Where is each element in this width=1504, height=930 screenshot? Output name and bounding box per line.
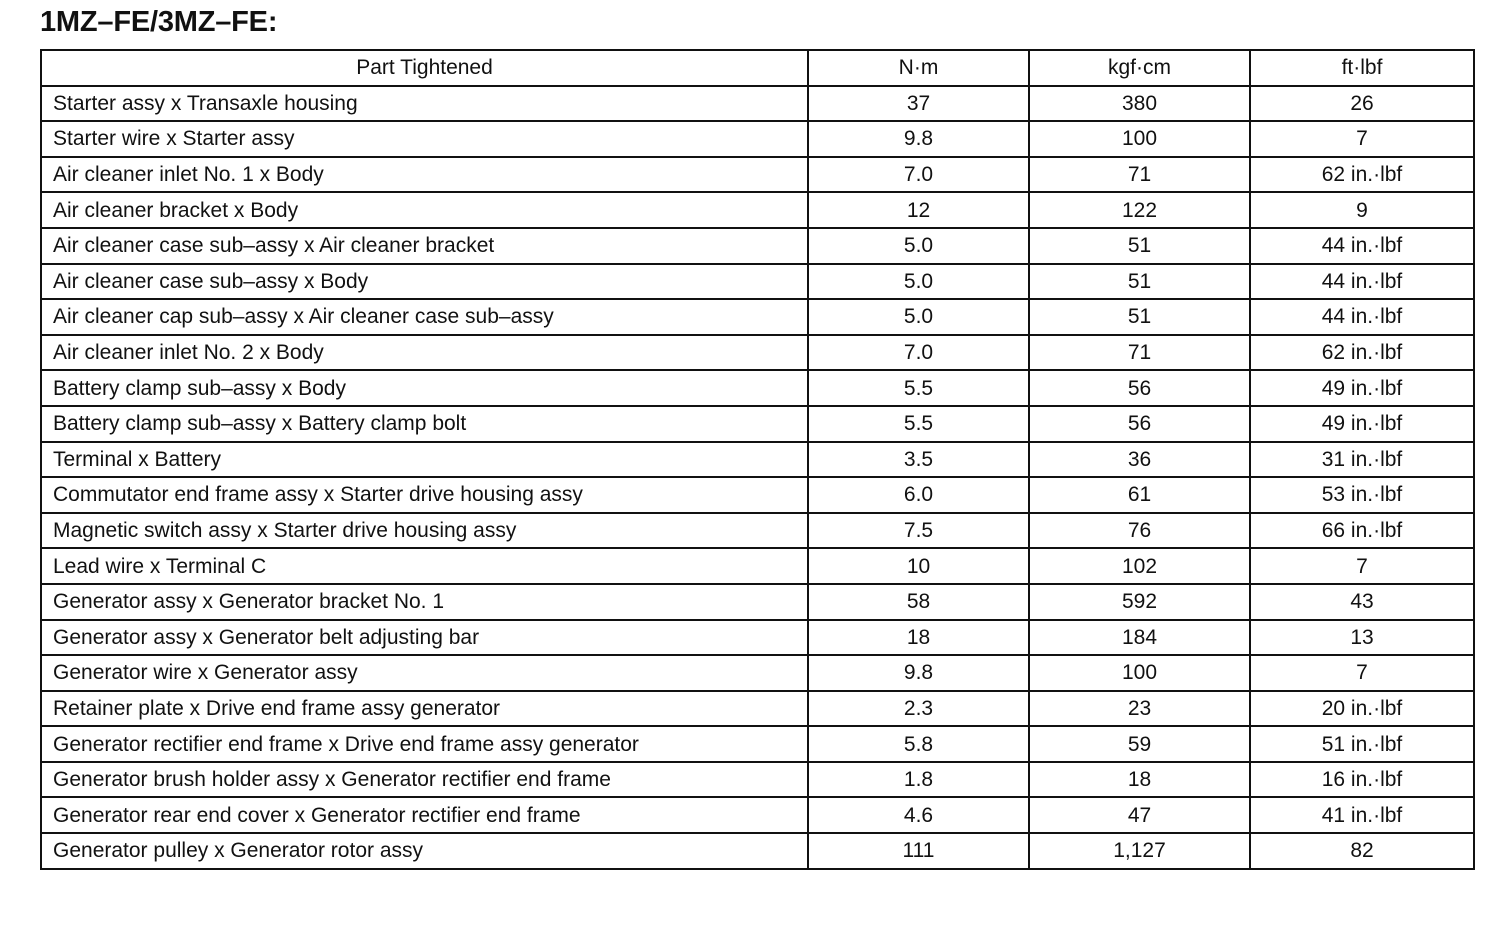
table-row [41, 406, 1474, 442]
part-tightened-cell: Air cleaner inlet No. 1 x Body [41, 157, 808, 193]
table-row [41, 121, 1474, 157]
part-tightened-cell: Lead wire x Terminal C [41, 548, 808, 584]
part-tightened-cell: Air cleaner bracket x Body [41, 192, 808, 228]
ft-lbf-cell: 62 in.·lbf [1250, 335, 1474, 371]
part-tightened-cell: Generator rear end cover x Generator rectifier end frame [41, 797, 808, 833]
kgf-cm-cell: 51 [1029, 299, 1250, 335]
newton-meter-cell: 18 [808, 620, 1029, 656]
torque-specification-table [40, 49, 1475, 870]
newton-meter-cell: 1.8 [808, 762, 1029, 798]
part-tightened-cell: Generator rectifier end frame x Drive end frame assy generator [41, 726, 808, 762]
ft-lbf-cell: 7 [1250, 655, 1474, 691]
kgf-cm-cell: 23 [1029, 691, 1250, 727]
part-tightened-cell: Air cleaner inlet No. 2 x Body [41, 335, 808, 371]
newton-meter-cell: 5.8 [808, 726, 1029, 762]
table-row [41, 228, 1474, 264]
header-kgf-cm: kgf·cm [1029, 50, 1250, 86]
newton-meter-cell: 5.0 [808, 299, 1029, 335]
table-row [41, 655, 1474, 691]
table-row [41, 157, 1474, 193]
ft-lbf-cell: 44 in.·lbf [1250, 264, 1474, 300]
table-body [41, 86, 1474, 869]
part-tightened-cell: Commutator end frame assy x Starter drive housing assy [41, 477, 808, 513]
newton-meter-cell: 111 [808, 833, 1029, 869]
kgf-cm-cell: 592 [1029, 584, 1250, 620]
kgf-cm-cell: 36 [1029, 442, 1250, 478]
ft-lbf-cell: 53 in.·lbf [1250, 477, 1474, 513]
table-row [41, 797, 1474, 833]
newton-meter-cell: 10 [808, 548, 1029, 584]
kgf-cm-cell: 184 [1029, 620, 1250, 656]
newton-meter-cell: 5.0 [808, 264, 1029, 300]
part-tightened-cell: Generator assy x Generator bracket No. 1 [41, 584, 808, 620]
kgf-cm-cell: 102 [1029, 548, 1250, 584]
table-row [41, 548, 1474, 584]
part-tightened-cell: Generator assy x Generator belt adjusting bar [41, 620, 808, 656]
ft-lbf-cell: 51 in.·lbf [1250, 726, 1474, 762]
ft-lbf-cell: 66 in.·lbf [1250, 513, 1474, 549]
kgf-cm-cell: 1,127 [1029, 833, 1250, 869]
part-tightened-cell: Generator brush holder assy x Generator rectifier end frame [41, 762, 808, 798]
newton-meter-cell: 37 [808, 86, 1029, 122]
part-tightened-cell: Starter wire x Starter assy [41, 121, 808, 157]
ft-lbf-cell: 9 [1250, 192, 1474, 228]
table-row [41, 513, 1474, 549]
table-row [41, 477, 1474, 513]
table-row [41, 584, 1474, 620]
table-row [41, 86, 1474, 122]
table-row [41, 442, 1474, 478]
part-tightened-cell: Battery clamp sub–assy x Battery clamp bolt [41, 406, 808, 442]
ft-lbf-cell: 7 [1250, 548, 1474, 584]
kgf-cm-cell: 71 [1029, 335, 1250, 371]
table-row [41, 620, 1474, 656]
header-ft-lbf: ft·lbf [1250, 50, 1474, 86]
kgf-cm-cell: 100 [1029, 655, 1250, 691]
ft-lbf-cell: 44 in.·lbf [1250, 299, 1474, 335]
kgf-cm-cell: 100 [1029, 121, 1250, 157]
kgf-cm-cell: 380 [1029, 86, 1250, 122]
kgf-cm-cell: 56 [1029, 370, 1250, 406]
newton-meter-cell: 3.5 [808, 442, 1029, 478]
kgf-cm-cell: 51 [1029, 264, 1250, 300]
newton-meter-cell: 4.6 [808, 797, 1029, 833]
newton-meter-cell: 58 [808, 584, 1029, 620]
table-row [41, 192, 1474, 228]
table-row [41, 264, 1474, 300]
kgf-cm-cell: 18 [1029, 762, 1250, 798]
table-row [41, 370, 1474, 406]
newton-meter-cell: 5.0 [808, 228, 1029, 264]
ft-lbf-cell: 49 in.·lbf [1250, 406, 1474, 442]
newton-meter-cell: 7.0 [808, 335, 1029, 371]
part-tightened-cell: Generator wire x Generator assy [41, 655, 808, 691]
ft-lbf-cell: 13 [1250, 620, 1474, 656]
newton-meter-cell: 7.5 [808, 513, 1029, 549]
newton-meter-cell: 12 [808, 192, 1029, 228]
part-tightened-cell: Retainer plate x Drive end frame assy generator [41, 691, 808, 727]
ft-lbf-cell: 44 in.·lbf [1250, 228, 1474, 264]
header-newton-meter: N·m [808, 50, 1029, 86]
table-row [41, 335, 1474, 371]
ft-lbf-cell: 62 in.·lbf [1250, 157, 1474, 193]
newton-meter-cell: 5.5 [808, 370, 1029, 406]
part-tightened-cell: Magnetic switch assy x Starter drive housing assy [41, 513, 808, 549]
kgf-cm-cell: 122 [1029, 192, 1250, 228]
part-tightened-cell: Terminal x Battery [41, 442, 808, 478]
kgf-cm-cell: 61 [1029, 477, 1250, 513]
part-tightened-cell: Air cleaner cap sub–assy x Air cleaner case sub–assy [41, 299, 808, 335]
kgf-cm-cell: 51 [1029, 228, 1250, 264]
table-row [41, 833, 1474, 869]
part-tightened-cell: Starter assy x Transaxle housing [41, 86, 808, 122]
kgf-cm-cell: 59 [1029, 726, 1250, 762]
part-tightened-cell: Air cleaner case sub–assy x Body [41, 264, 808, 300]
page-title: 1MZ–FE/3MZ–FE: [40, 6, 278, 38]
ft-lbf-cell: 20 in.·lbf [1250, 691, 1474, 727]
ft-lbf-cell: 41 in.·lbf [1250, 797, 1474, 833]
ft-lbf-cell: 82 [1250, 833, 1474, 869]
newton-meter-cell: 2.3 [808, 691, 1029, 727]
part-tightened-cell: Generator pulley x Generator rotor assy [41, 833, 808, 869]
newton-meter-cell: 5.5 [808, 406, 1029, 442]
ft-lbf-cell: 7 [1250, 121, 1474, 157]
table-row [41, 691, 1474, 727]
header-row [41, 50, 1474, 86]
newton-meter-cell: 9.8 [808, 121, 1029, 157]
newton-meter-cell: 7.0 [808, 157, 1029, 193]
table-row [41, 299, 1474, 335]
newton-meter-cell: 9.8 [808, 655, 1029, 691]
kgf-cm-cell: 76 [1029, 513, 1250, 549]
part-tightened-cell: Air cleaner case sub–assy x Air cleaner bracket [41, 228, 808, 264]
ft-lbf-cell: 49 in.·lbf [1250, 370, 1474, 406]
table-row [41, 726, 1474, 762]
ft-lbf-cell: 43 [1250, 584, 1474, 620]
newton-meter-cell: 6.0 [808, 477, 1029, 513]
table-row [41, 762, 1474, 798]
ft-lbf-cell: 26 [1250, 86, 1474, 122]
part-tightened-cell: Battery clamp sub–assy x Body [41, 370, 808, 406]
kgf-cm-cell: 71 [1029, 157, 1250, 193]
header-part-tightened: Part Tightened [41, 50, 808, 86]
kgf-cm-cell: 56 [1029, 406, 1250, 442]
ft-lbf-cell: 16 in.·lbf [1250, 762, 1474, 798]
kgf-cm-cell: 47 [1029, 797, 1250, 833]
table-header [41, 50, 1474, 86]
ft-lbf-cell: 31 in.·lbf [1250, 442, 1474, 478]
